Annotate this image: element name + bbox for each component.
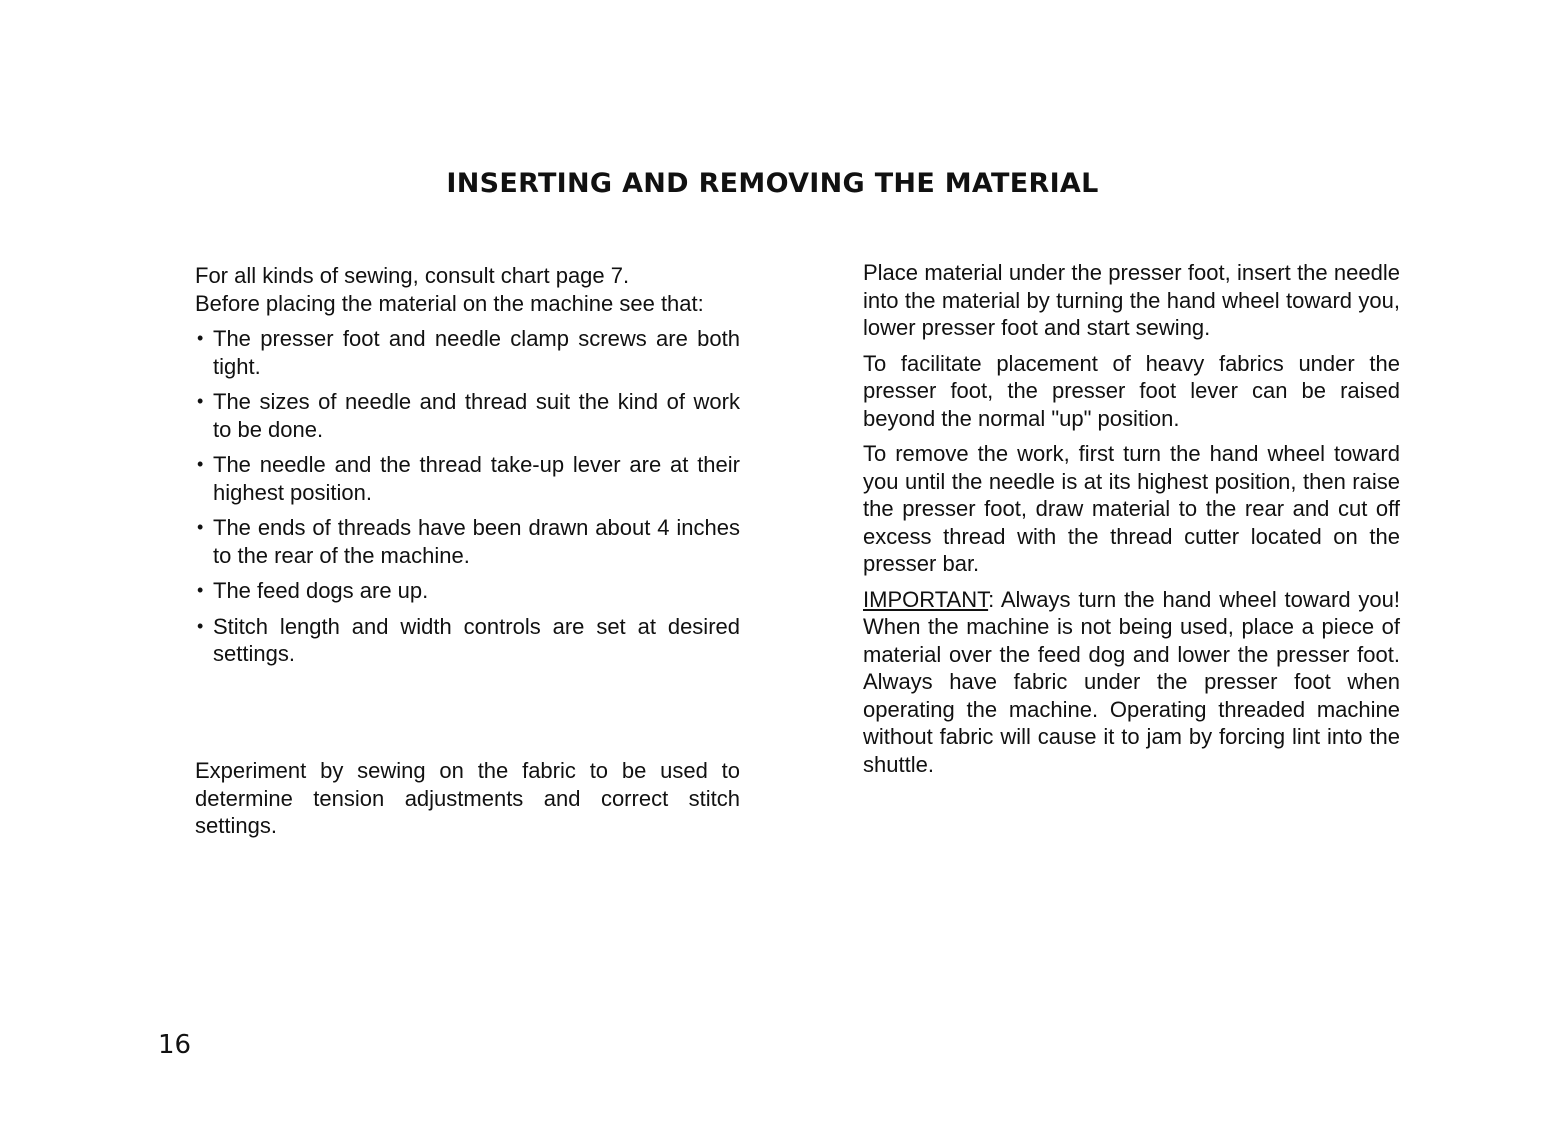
list-item	[195, 577, 740, 605]
list-item-text: The presser foot and needle clamp screws are both tight.	[213, 326, 740, 379]
list-item-text: The sizes of needle and thread suit the kind of work to be done.	[213, 389, 740, 442]
heavy-fabric-paragraph: To facilitate placement of heavy fabrics under the presser foot, the presser foot lever can be raised beyond the normal "up" position.	[863, 350, 1400, 431]
list-item	[195, 325, 740, 380]
bullet-icon: •	[197, 391, 204, 411]
bullet-icon: •	[197, 580, 204, 600]
list-item-text: The needle and the thread take-up lever are at their highest position.	[213, 452, 740, 505]
important-label: IMPORTANT	[863, 586, 989, 612]
remove-work-paragraph: To remove the work, first turn the hand wheel toward you until the needle is at its highest position, then raise the presser foot, draw material to the rear and cut off excess thread with the thread cutter located on the presser bar.	[863, 441, 1400, 576]
list-item-text: The feed dogs are up.	[213, 578, 429, 603]
insert-material-paragraph: Place material under the presser foot, insert the needle into the material by turning the hand wheel toward you, lower presser foot and start sewing.	[863, 260, 1400, 340]
list-item-text: The ends of threads have been drawn about 4 inches to the rear of the machine.	[213, 515, 740, 568]
left-column	[195, 262, 740, 838]
list-item-text: Stitch length and width controls are set at desired settings.	[213, 613, 740, 666]
list-item	[195, 451, 740, 506]
list-item	[195, 514, 740, 569]
experiment-paragraph: Experiment by sewing on the fabric to be used to determine tension adjustments and correct stitch settings.	[195, 758, 740, 838]
bullet-icon: •	[197, 454, 204, 474]
page-title: INSERTING AND REMOVING THE MATERIAL	[446, 168, 1099, 199]
important-text: : Always turn the hand wheel toward you! When the machine is not being used, place a piece of material over the feed dog and lower the presser foot. Always have fabric under the presser foot when operating the machine. Operating threaded machine without fabric will cause it to jam by forcing lint into the shuttle.	[863, 586, 1400, 777]
list-item	[195, 613, 740, 668]
bullet-icon: •	[197, 615, 204, 636]
preparation-checklist	[195, 325, 740, 668]
list-item	[195, 388, 740, 443]
bullet-icon: •	[197, 517, 204, 537]
page-number: 16	[158, 1030, 192, 1060]
intro-checklist-lead: Before placing the material on the machine see that:	[195, 290, 704, 316]
important-paragraph	[863, 586, 1400, 779]
bullet-icon: •	[197, 328, 204, 348]
right-column	[863, 259, 1400, 778]
intro-chart-reference: For all kinds of sewing, consult chart page 7.	[195, 263, 630, 288]
